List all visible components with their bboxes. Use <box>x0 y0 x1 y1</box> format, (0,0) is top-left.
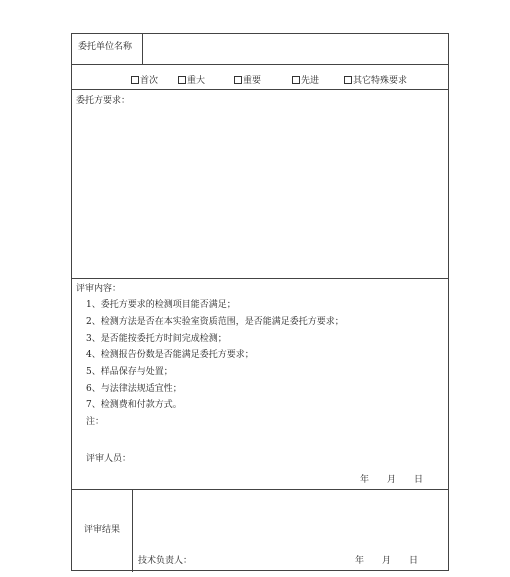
day-label: 日 <box>414 475 424 485</box>
option-advanced[interactable]: 先进 <box>292 76 319 87</box>
commission-review-form <box>71 33 449 571</box>
checkbox[interactable] <box>178 76 186 84</box>
option-major[interactable]: 重大 <box>178 76 205 87</box>
divider <box>142 34 143 64</box>
option-other-special[interactable]: 其它特殊要求 <box>344 76 407 87</box>
checkbox[interactable] <box>344 76 352 84</box>
divider <box>72 64 448 65</box>
requirements-label: 委托方要求： <box>76 96 131 106</box>
note-label: 注： <box>86 417 105 427</box>
reviewer-label: 评审人员： <box>86 454 132 464</box>
review-title: 评审内容： <box>76 284 122 294</box>
checkbox[interactable] <box>131 76 139 84</box>
divider <box>72 489 448 490</box>
day-label: 日 <box>409 556 419 566</box>
review-item: 7、检测费和付款方式。 <box>86 400 182 410</box>
review-item: 5、样品保存与处置； <box>86 367 173 377</box>
checkbox[interactable] <box>292 76 300 84</box>
checkbox[interactable] <box>234 76 242 84</box>
review-item: 6、与法律法规适宜性； <box>86 384 182 394</box>
option-first-time[interactable]: 首次 <box>131 76 158 87</box>
result-label: 评审结果 <box>84 525 121 535</box>
client-name-label: 委托单位名称 <box>78 42 133 52</box>
tech-lead-label: 技术负责人： <box>138 556 193 566</box>
year-label: 年 <box>360 475 370 485</box>
option-important[interactable]: 重要 <box>234 76 261 87</box>
review-item: 2、检测方法是否在本实验室资质范围，是否能满足委托方要求； <box>86 317 344 327</box>
month-label: 月 <box>382 556 392 566</box>
review-date <box>360 475 423 486</box>
divider <box>72 89 448 90</box>
month-label: 月 <box>387 475 397 485</box>
year-label: 年 <box>355 556 365 566</box>
divider <box>132 489 133 572</box>
review-item: 1、委托方要求的检测项目能否满足； <box>86 300 236 310</box>
divider <box>72 278 448 279</box>
review-item: 3、是否能按委托方时间完成检测； <box>86 334 227 344</box>
result-date <box>355 556 418 567</box>
review-item: 4、检测报告份数是否能满足委托方要求； <box>86 350 254 360</box>
